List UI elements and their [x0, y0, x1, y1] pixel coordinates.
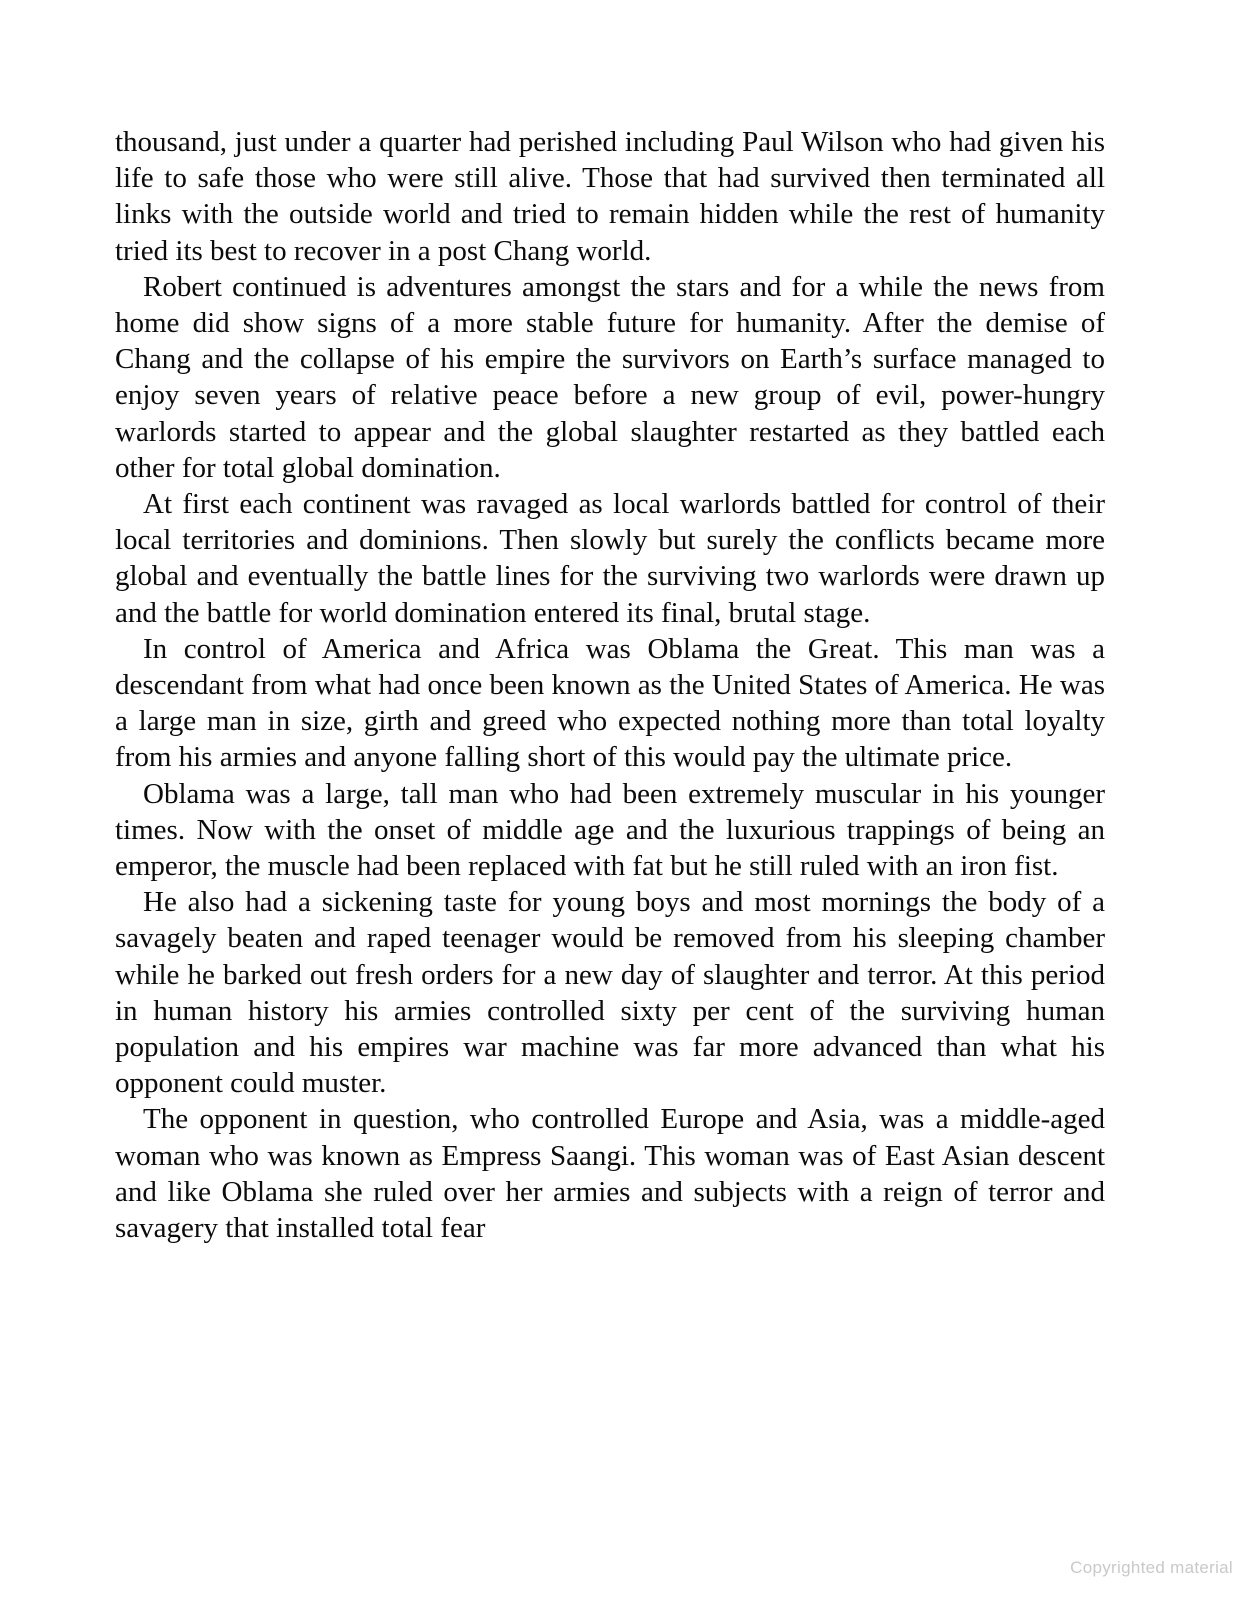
- body-paragraph: Oblama was a large, tall man who had been extremely muscular in his younger times. Now with the onset of middle age and the luxurious trappings of being an emperor, the muscle had been replaced with fat but he still ruled with an iron fist.: [115, 777, 1105, 883]
- body-paragraph: In control of America and Africa was Oblama the Great. This man was a descendant from what had once been known as the United States of America. He was a large man in size, girth and greed who expected nothing more than total loyalty from his armies and anyone falling short of this would pay the ultimate price.: [115, 632, 1105, 774]
- body-paragraph: thousand, just under a quarter had perished including Paul Wilson who had given his life to safe those who were still alive. Those that had survived then terminated all links with the outside world and tried to remain hidden while the rest of humanity tried its best to recover in a post Chang world.: [115, 126, 1105, 267]
- body-paragraph: The opponent in question, who controlled Europe and Asia, was a middle-aged woman who was known as Empress Saangi. This woman was of East Asian descent and like Oblama she ruled over her armies and subjects with a reign of terror and savagery that installed total fear: [115, 1103, 1105, 1245]
- page-text-block: [115, 124, 1105, 1246]
- body-paragraph: At first each continent was ravaged as local warlords battled for control of their local territories and dominions. Then slowly but surely the conflicts became more global and eventually the battle lines for the surviving two warlords were drawn up and the battle for world domination entered its final, brutal stage.: [115, 488, 1105, 629]
- copyright-watermark: Copyrighted material: [1070, 1558, 1233, 1577]
- body-paragraph: Robert continued is adventures amongst the stars and for a while the news from home did show signs of a more stable future for humanity. After the demise of Chang and the collapse of his empire the survivors on Earth’s surface managed to enjoy seven years of relative peace before a new group of evil, power-hungry warlords started to appear and the global slaughter restarted as they battled each other for total global domination.: [115, 270, 1105, 484]
- body-paragraph: He also had a sickening taste for young boys and most mornings the body of a savagely beaten and raped teenager would be removed from his sleeping chamber while he barked out fresh orders for a new day of slaughter and terror. At this period in human history his armies controlled sixty per cent of the surviving human population and his empires war machine was far more advanced than what his opponent could muster.: [115, 886, 1105, 1100]
